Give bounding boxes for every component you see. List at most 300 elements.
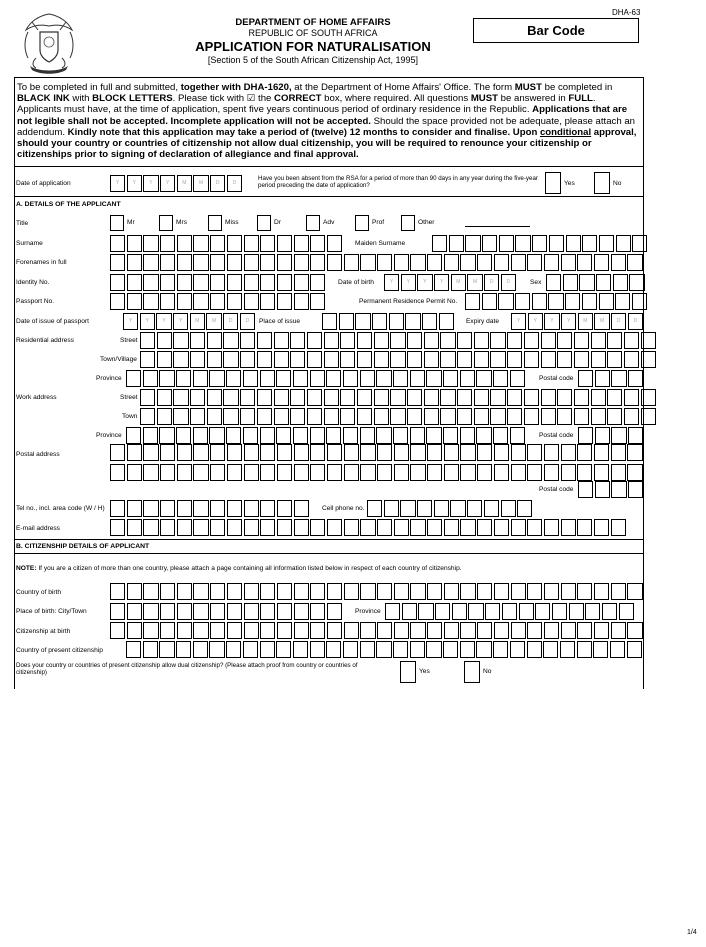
char-box[interactable] [127,519,142,536]
char-box[interactable] [527,622,542,639]
sex-field[interactable] [546,274,646,291]
char-box[interactable] [324,408,339,425]
char-box[interactable] [127,444,142,461]
char-box[interactable] [260,293,275,310]
char-box[interactable] [210,293,225,310]
char-box[interactable] [157,389,172,406]
char-box[interactable] [541,408,556,425]
char-box[interactable] [477,583,492,600]
expiry-date-field[interactable] [511,313,645,330]
char-box[interactable] [595,427,610,444]
char-box[interactable] [377,622,392,639]
char-box[interactable] [578,370,593,387]
char-box[interactable] [394,254,409,271]
char-box[interactable] [160,254,175,271]
char-box[interactable] [257,332,272,349]
char-box[interactable] [227,235,242,252]
char-box[interactable] [357,389,372,406]
date-char-box[interactable]: D [210,175,225,192]
char-box[interactable] [227,254,242,271]
country-present-citizenship-field[interactable] [126,641,643,658]
surname-field[interactable] [110,235,344,252]
char-box[interactable] [611,464,626,481]
char-box[interactable] [494,464,509,481]
char-box[interactable] [410,370,425,387]
char-box[interactable] [629,274,644,291]
char-box[interactable] [548,293,563,310]
char-box[interactable] [110,464,125,481]
char-box[interactable] [143,444,158,461]
char-box[interactable] [410,464,425,481]
char-box[interactable] [360,622,375,639]
char-box[interactable] [244,583,259,600]
char-box[interactable] [457,408,472,425]
tel-no-field[interactable] [110,500,310,517]
char-box[interactable] [594,254,609,271]
char-box[interactable] [127,583,142,600]
char-box[interactable] [544,444,559,461]
char-box[interactable] [376,427,391,444]
char-box[interactable] [210,603,225,620]
char-box[interactable] [355,313,370,330]
char-box[interactable] [417,500,432,517]
char-box[interactable] [210,519,225,536]
date-char-box[interactable]: M [578,313,593,330]
char-box[interactable] [344,444,359,461]
date-char-box[interactable]: M [451,274,466,291]
char-box[interactable] [294,444,309,461]
char-box[interactable] [474,332,489,349]
char-box[interactable] [607,389,622,406]
char-box[interactable] [193,603,208,620]
char-box[interactable] [126,370,141,387]
char-box[interactable] [543,641,558,658]
char-box[interactable] [160,583,175,600]
char-box[interactable] [641,332,656,349]
char-box[interactable] [226,427,241,444]
char-box[interactable] [393,641,408,658]
char-box[interactable] [327,519,342,536]
char-box[interactable] [482,293,497,310]
char-box[interactable] [310,427,325,444]
date-char-box[interactable]: D [628,313,643,330]
char-box[interactable] [549,235,564,252]
char-box[interactable] [632,293,647,310]
char-box[interactable] [227,274,242,291]
char-box[interactable] [440,389,455,406]
char-box[interactable] [599,293,614,310]
date-char-box[interactable]: Y [156,313,171,330]
char-box[interactable] [293,370,308,387]
char-box[interactable] [257,351,272,368]
char-box[interactable] [457,389,472,406]
char-box[interactable] [243,370,258,387]
char-box[interactable] [376,370,391,387]
char-box[interactable] [410,254,425,271]
char-box[interactable] [143,603,158,620]
char-box[interactable] [343,427,358,444]
char-box[interactable] [426,370,441,387]
char-box[interactable] [511,444,526,461]
char-box[interactable] [360,464,375,481]
char-box[interactable] [360,427,375,444]
char-box[interactable] [290,351,305,368]
char-box[interactable] [374,351,389,368]
char-box[interactable] [460,622,475,639]
char-box[interactable] [444,464,459,481]
date-char-box[interactable]: Y [143,175,158,192]
char-box[interactable] [507,408,522,425]
char-box[interactable] [485,603,500,620]
char-box[interactable] [127,293,142,310]
char-box[interactable] [110,583,125,600]
char-box[interactable] [310,519,325,536]
char-box[interactable] [143,519,158,536]
char-box[interactable] [574,389,589,406]
char-box[interactable] [260,519,275,536]
char-box[interactable] [569,603,584,620]
char-box[interactable] [143,293,158,310]
date-char-box[interactable]: Y [173,313,188,330]
char-box[interactable] [310,235,325,252]
work-province-field[interactable] [126,427,527,444]
char-box[interactable] [444,444,459,461]
char-box[interactable] [326,641,341,658]
citizenship-at-birth-field[interactable] [110,622,644,639]
char-box[interactable] [160,235,175,252]
date-char-box[interactable]: Y [123,313,138,330]
char-box[interactable] [460,370,475,387]
char-box[interactable] [193,519,208,536]
char-box[interactable] [307,351,322,368]
char-box[interactable] [490,351,505,368]
char-box[interactable] [160,603,175,620]
char-box[interactable] [596,274,611,291]
char-box[interactable] [405,313,420,330]
title-other-checkbox[interactable] [401,215,415,231]
char-box[interactable] [577,622,592,639]
char-box[interactable] [260,274,275,291]
char-box[interactable] [544,519,559,536]
char-box[interactable] [410,641,425,658]
char-box[interactable] [277,622,292,639]
char-box[interactable] [610,641,625,658]
char-box[interactable] [193,427,208,444]
char-box[interactable] [173,332,188,349]
char-box[interactable] [127,464,142,481]
char-box[interactable] [544,583,559,600]
char-box[interactable] [374,408,389,425]
postal-postal-code-field[interactable] [578,481,645,498]
char-box[interactable] [327,603,342,620]
char-box[interactable] [260,641,275,658]
char-box[interactable] [619,603,634,620]
char-box[interactable] [432,235,447,252]
char-box[interactable] [607,351,622,368]
char-box[interactable] [140,351,155,368]
char-box[interactable] [577,254,592,271]
char-box[interactable] [210,464,225,481]
char-box[interactable] [577,464,592,481]
char-box[interactable] [565,293,580,310]
title-mr-checkbox[interactable] [110,215,124,231]
char-box[interactable] [507,332,522,349]
char-box[interactable] [507,351,522,368]
char-box[interactable] [611,519,626,536]
char-box[interactable] [374,332,389,349]
char-box[interactable] [294,293,309,310]
char-box[interactable] [493,641,508,658]
char-box[interactable] [207,408,222,425]
char-box[interactable] [627,254,642,271]
char-box[interactable] [193,235,208,252]
char-box[interactable] [244,235,259,252]
date-char-box[interactable]: Y [401,274,416,291]
res-street-field[interactable] [140,332,657,349]
char-box[interactable] [227,500,242,517]
char-box[interactable] [294,519,309,536]
char-box[interactable] [143,427,158,444]
char-box[interactable] [294,583,309,600]
char-box[interactable] [524,408,539,425]
char-box[interactable] [190,389,205,406]
char-box[interactable] [177,274,192,291]
char-box[interactable] [260,500,275,517]
char-box[interactable] [616,235,631,252]
date-char-box[interactable]: Y [528,313,543,330]
char-box[interactable] [510,641,525,658]
char-box[interactable] [360,519,375,536]
char-box[interactable] [240,332,255,349]
char-box[interactable] [627,464,642,481]
char-box[interactable] [160,500,175,517]
char-box[interactable] [223,408,238,425]
char-box[interactable] [561,464,576,481]
char-box[interactable] [307,332,322,349]
char-box[interactable] [307,389,322,406]
char-box[interactable] [449,235,464,252]
char-box[interactable] [177,603,192,620]
char-box[interactable] [343,370,358,387]
char-box[interactable] [143,641,158,658]
char-box[interactable] [110,444,125,461]
char-box[interactable] [424,332,439,349]
res-postal-code-field[interactable] [578,370,645,387]
char-box[interactable] [443,427,458,444]
char-box[interactable] [407,351,422,368]
char-box[interactable] [157,332,172,349]
char-box[interactable] [210,235,225,252]
char-box[interactable] [494,254,509,271]
char-box[interactable] [578,481,593,498]
char-box[interactable] [376,641,391,658]
char-box[interactable] [627,444,642,461]
char-box[interactable] [499,235,514,252]
char-box[interactable] [535,603,550,620]
char-box[interactable] [476,427,491,444]
char-box[interactable] [524,389,539,406]
char-box[interactable] [394,444,409,461]
char-box[interactable] [339,313,354,330]
char-box[interactable] [410,622,425,639]
char-box[interactable] [127,235,142,252]
cell-no-field[interactable] [367,500,534,517]
char-box[interactable] [393,427,408,444]
char-box[interactable] [307,408,322,425]
char-box[interactable] [193,622,208,639]
char-box[interactable] [490,389,505,406]
char-box[interactable] [143,622,158,639]
char-box[interactable] [511,464,526,481]
char-box[interactable] [561,622,576,639]
char-box[interactable] [541,389,556,406]
char-box[interactable] [641,351,656,368]
char-box[interactable] [294,254,309,271]
char-box[interactable] [561,583,576,600]
char-box[interactable] [457,351,472,368]
permit-no-field[interactable] [465,293,649,310]
work-street-field[interactable] [140,389,657,406]
char-box[interactable] [260,622,275,639]
char-box[interactable] [561,444,576,461]
char-box[interactable] [244,464,259,481]
char-box[interactable] [173,408,188,425]
char-box[interactable] [340,351,355,368]
char-box[interactable] [578,427,593,444]
char-box[interactable] [177,254,192,271]
char-box[interactable] [611,481,626,498]
char-box[interactable] [294,603,309,620]
char-box[interactable] [467,500,482,517]
char-box[interactable] [594,583,609,600]
char-box[interactable] [627,622,642,639]
char-box[interactable] [577,444,592,461]
char-box[interactable] [577,583,592,600]
char-box[interactable] [360,583,375,600]
char-box[interactable] [160,519,175,536]
char-box[interactable] [143,464,158,481]
char-box[interactable] [193,274,208,291]
char-box[interactable] [227,444,242,461]
char-box[interactable] [244,254,259,271]
char-box[interactable] [501,500,516,517]
date-char-box[interactable]: Y [127,175,142,192]
char-box[interactable] [427,519,442,536]
char-box[interactable] [193,583,208,600]
date-char-box[interactable]: Y [140,313,155,330]
char-box[interactable] [424,389,439,406]
char-box[interactable] [394,464,409,481]
char-box[interactable] [227,622,242,639]
absent-no-checkbox[interactable] [594,172,610,194]
char-box[interactable] [384,500,399,517]
char-box[interactable] [110,519,125,536]
char-box[interactable] [223,351,238,368]
char-box[interactable] [544,464,559,481]
char-box[interactable] [390,351,405,368]
char-box[interactable] [594,622,609,639]
char-box[interactable] [177,500,192,517]
char-box[interactable] [227,293,242,310]
char-box[interactable] [566,235,581,252]
char-box[interactable] [524,351,539,368]
char-box[interactable] [344,254,359,271]
char-box[interactable] [613,274,628,291]
char-box[interactable] [582,235,597,252]
char-box[interactable] [527,641,542,658]
char-box[interactable] [541,332,556,349]
char-box[interactable] [277,464,292,481]
char-box[interactable] [374,389,389,406]
char-box[interactable] [546,274,561,291]
char-box[interactable] [260,583,275,600]
char-box[interactable] [477,622,492,639]
char-box[interactable] [260,370,275,387]
char-box[interactable] [274,351,289,368]
char-box[interactable] [343,641,358,658]
char-box[interactable] [110,603,125,620]
char-box[interactable] [143,235,158,252]
char-box[interactable] [176,427,191,444]
char-box[interactable] [517,500,532,517]
char-box[interactable] [527,464,542,481]
char-box[interactable] [611,444,626,461]
char-box[interactable] [477,519,492,536]
char-box[interactable] [561,519,576,536]
date-issue-passport-field[interactable] [123,313,257,330]
char-box[interactable] [410,427,425,444]
char-box[interactable] [410,444,425,461]
char-box[interactable] [277,254,292,271]
char-box[interactable] [209,370,224,387]
char-box[interactable] [140,389,155,406]
char-box[interactable] [143,254,158,271]
char-box[interactable] [494,444,509,461]
char-box[interactable] [143,500,158,517]
title-adv-checkbox[interactable] [306,215,320,231]
char-box[interactable] [190,408,205,425]
char-box[interactable] [390,332,405,349]
char-box[interactable] [460,519,475,536]
char-box[interactable] [410,519,425,536]
char-box[interactable] [326,427,341,444]
char-box[interactable] [372,313,387,330]
char-box[interactable] [260,254,275,271]
postal-line2-field[interactable] [110,464,644,481]
date-char-box[interactable]: D [227,175,242,192]
date-char-box[interactable]: D [501,274,516,291]
char-box[interactable] [435,603,450,620]
char-box[interactable] [294,464,309,481]
char-box[interactable] [244,274,259,291]
char-box[interactable] [357,408,372,425]
char-box[interactable] [244,293,259,310]
char-box[interactable] [193,254,208,271]
char-box[interactable] [173,351,188,368]
char-box[interactable] [290,332,305,349]
char-box[interactable] [574,408,589,425]
char-box[interactable] [527,444,542,461]
char-box[interactable] [143,274,158,291]
char-box[interactable] [327,622,342,639]
char-box[interactable] [407,389,422,406]
char-box[interactable] [294,274,309,291]
char-box[interactable] [210,444,225,461]
char-box[interactable] [439,313,454,330]
char-box[interactable] [591,332,606,349]
passport-no-field[interactable] [110,293,327,310]
char-box[interactable] [457,332,472,349]
